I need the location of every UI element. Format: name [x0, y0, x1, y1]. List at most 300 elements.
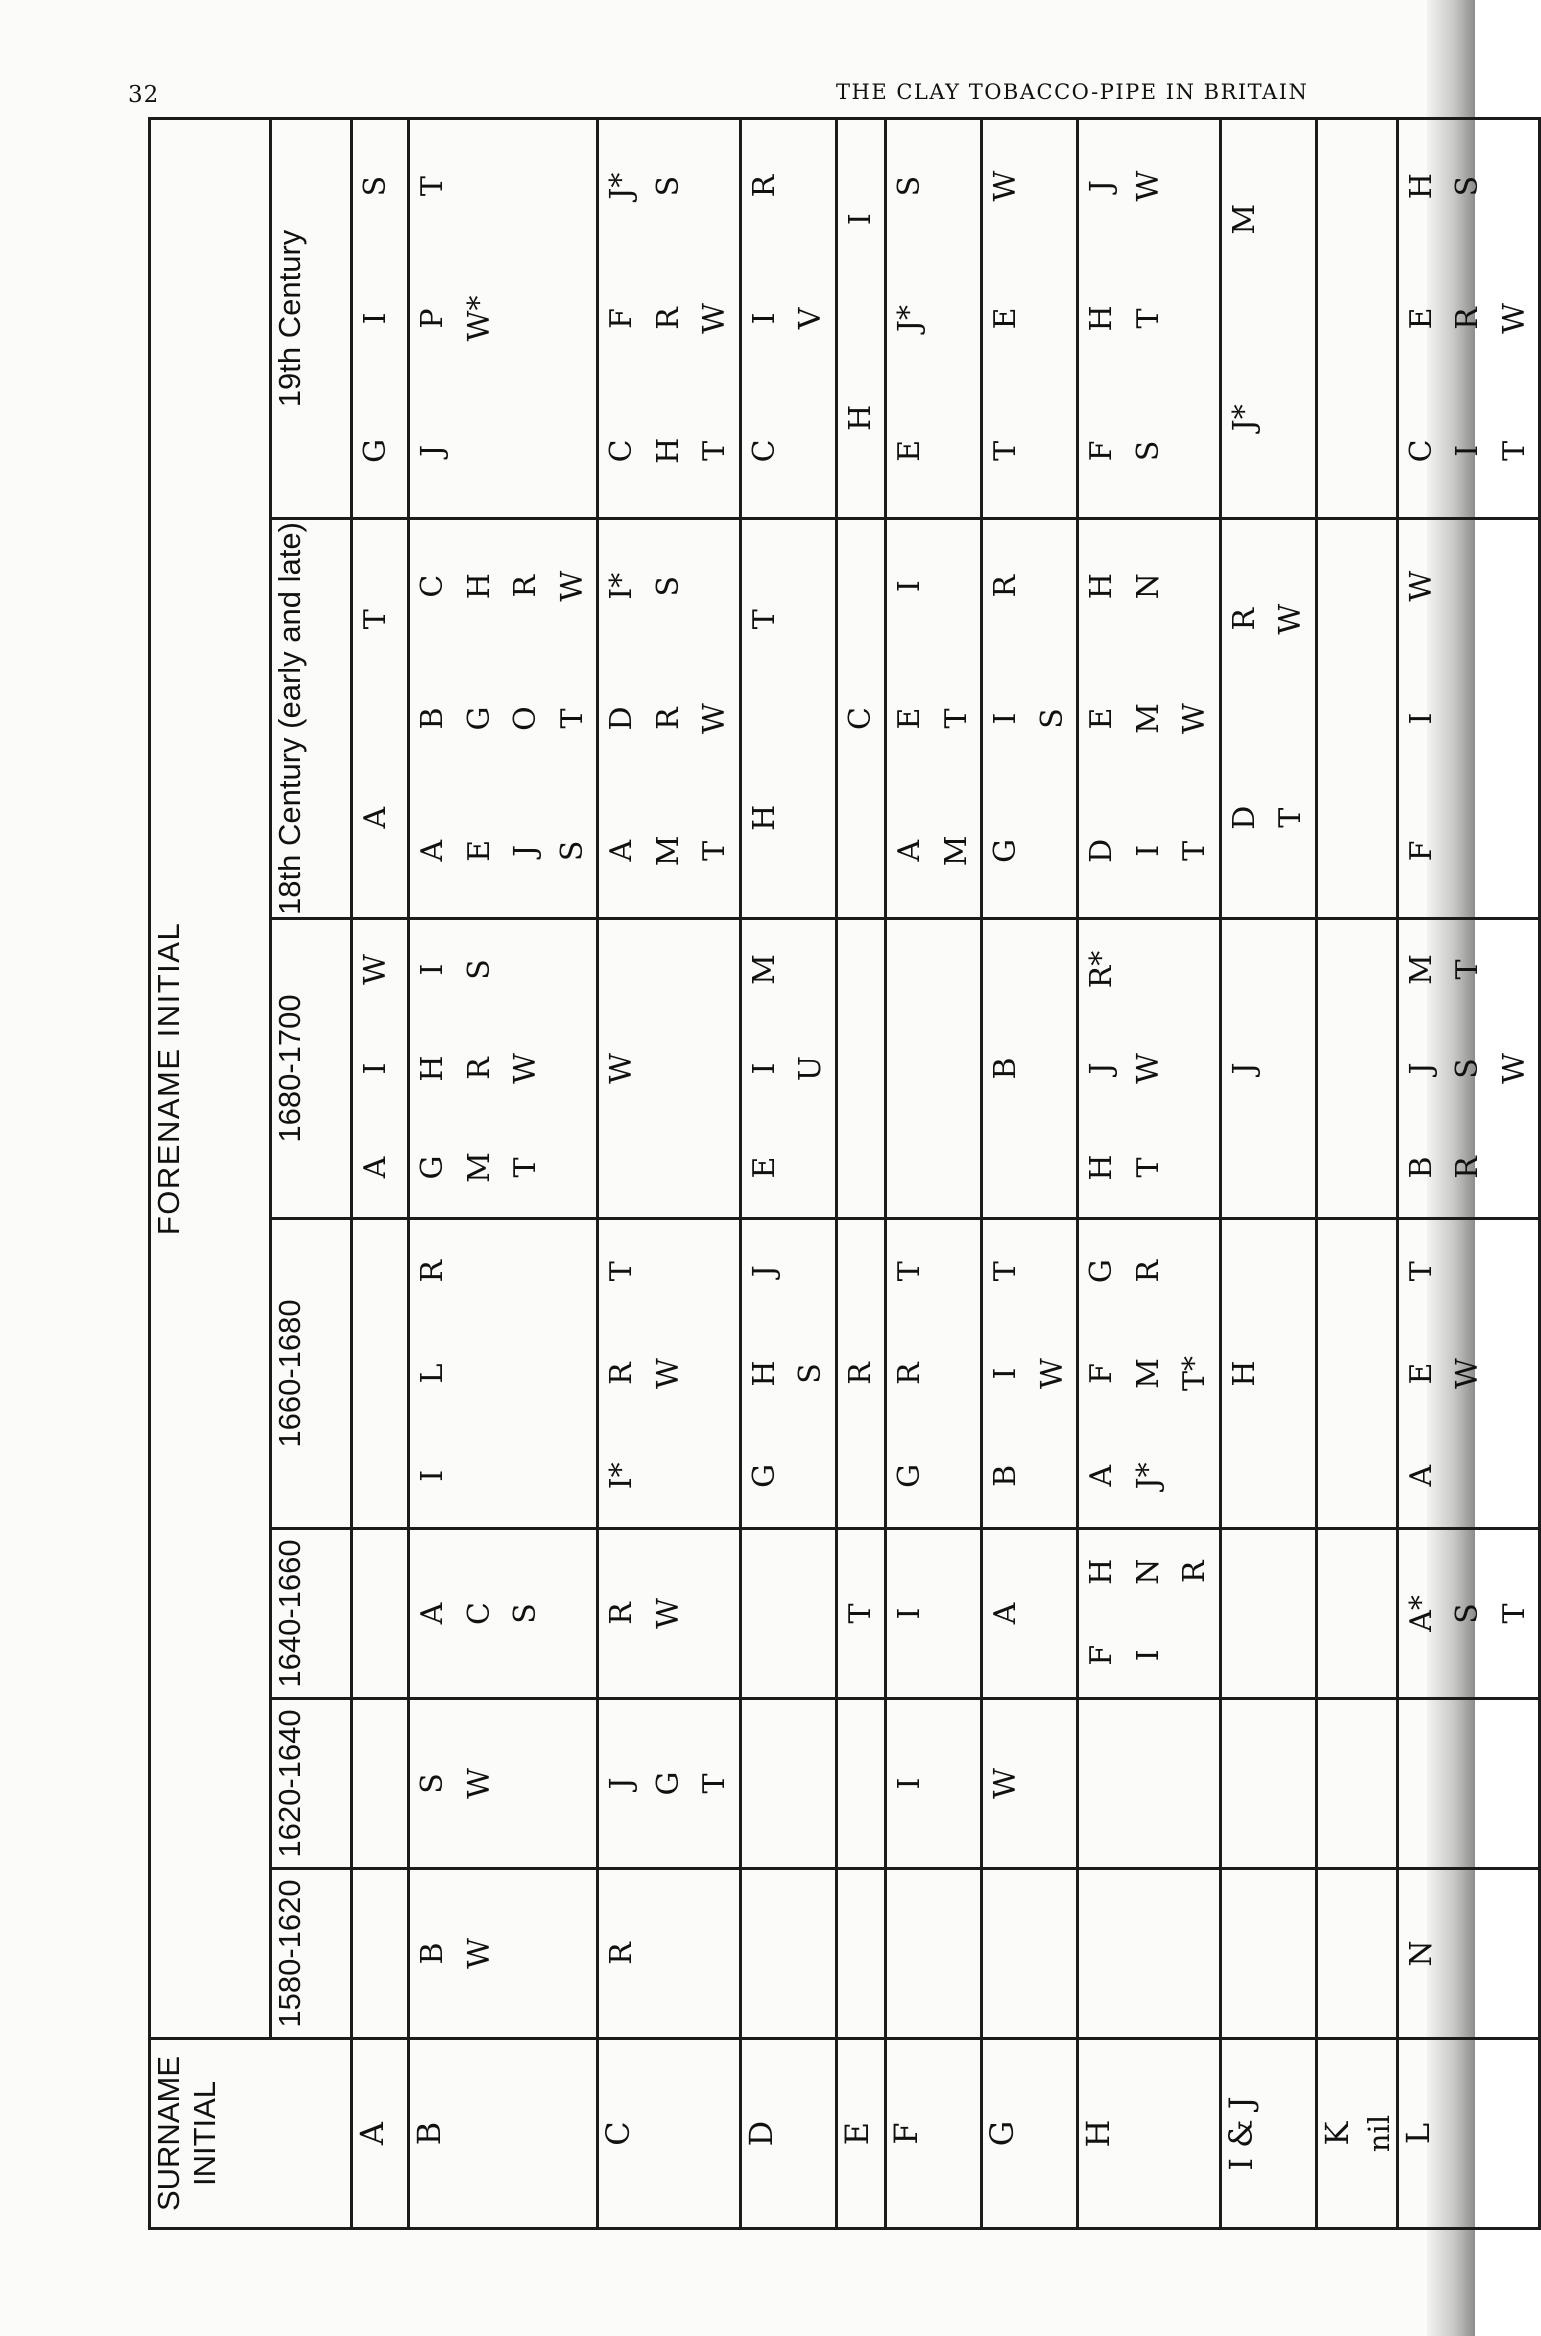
forename-line — [1399, 520, 1446, 917]
forename-initial: S — [358, 175, 393, 197]
table-row — [836, 118, 886, 2228]
forename-line — [838, 120, 885, 517]
forename-initial: F — [1403, 840, 1439, 862]
table-row — [886, 118, 982, 2228]
forename-line — [1079, 1220, 1126, 1527]
rotated-table-inner — [148, 120, 1532, 2230]
forename-initial: I — [415, 963, 450, 976]
forename-initial: R — [604, 1942, 639, 1965]
forename-cell — [409, 118, 598, 518]
surname-initial-cell — [886, 2039, 982, 2229]
forename-initial: H — [842, 404, 878, 431]
forename-initial: H — [1403, 173, 1439, 200]
forename-initial: F — [1084, 1644, 1119, 1666]
forename-initial — [1172, 1614, 1219, 1698]
forename-initial: M — [746, 954, 782, 985]
table-row — [1078, 118, 1221, 2228]
forename-initial: I — [358, 1062, 393, 1075]
forename-initial: T — [415, 176, 450, 197]
forename-initial: E — [988, 307, 1023, 330]
forename-initial — [1030, 520, 1077, 652]
forename-initial: M — [461, 1152, 497, 1183]
forename-cell — [409, 919, 598, 1219]
forename-cell — [1316, 1869, 1397, 2039]
forename-line — [457, 120, 504, 517]
forename-cell — [886, 1219, 982, 1529]
surname-initial-cell — [836, 2039, 886, 2229]
forename-cell — [982, 519, 1078, 919]
forename-initial — [1492, 120, 1539, 252]
forename-initial: T — [892, 1261, 927, 1282]
forename-initial: W — [988, 170, 1023, 202]
forename-initial: H — [1084, 305, 1119, 332]
forename-line — [1172, 520, 1219, 917]
forename-initial: W — [554, 570, 590, 602]
forename-cell — [1316, 1529, 1397, 1699]
forename-cell — [1220, 1699, 1316, 1869]
forename-initial: G — [988, 838, 1023, 863]
forename-cell — [1078, 1869, 1221, 2039]
forename-cell — [886, 519, 982, 919]
forename-initial: G — [892, 1463, 927, 1488]
running-head: THE CLAY TOBACCO-PIPE IN BRITAIN — [836, 80, 1309, 104]
forename-initial: R — [892, 1362, 927, 1385]
column-header: 1580-1620 — [271, 1869, 352, 2039]
forename-initial: A — [988, 1602, 1023, 1625]
forename-cell — [1078, 1699, 1221, 1869]
forename-line — [410, 1700, 457, 1867]
forename-initial: A — [1403, 1465, 1439, 1487]
forename-line — [410, 1870, 457, 2037]
forename-line — [742, 520, 789, 917]
forename-initial: J — [1226, 1062, 1262, 1075]
forename-initial: W — [1130, 1053, 1166, 1084]
forename-cell — [352, 1699, 409, 1869]
forename-initial: G — [415, 1155, 450, 1180]
forename-cell — [740, 1869, 836, 2039]
forename-initial: R — [1450, 307, 1485, 330]
forename-initial: T — [1496, 1603, 1532, 1624]
forename-initial: J — [508, 844, 543, 857]
forename-line — [599, 1870, 646, 2037]
forename-initial — [788, 120, 835, 252]
forename-initial: B — [415, 707, 450, 730]
forename-initial: W — [1450, 1358, 1485, 1389]
forename-initial: H — [1226, 1360, 1262, 1387]
forename-initial: A — [415, 840, 450, 862]
forename-cell — [352, 1529, 409, 1699]
forename-initial: A — [358, 806, 393, 829]
forename-cell — [1078, 1529, 1221, 1699]
forename-initial: B — [415, 1942, 450, 1965]
forename-line — [410, 120, 457, 517]
forename-cell — [1078, 1219, 1221, 1529]
forename-cell — [409, 1869, 598, 2039]
table-row — [1397, 118, 1540, 2228]
forename-line — [983, 1530, 1030, 1697]
forename-initial: S — [415, 1773, 450, 1794]
forename-initial: D — [1226, 805, 1262, 830]
forename-initial: E — [1084, 707, 1119, 730]
forename-initial: S — [650, 575, 686, 597]
forename-initial: J — [746, 1265, 782, 1278]
forename-line — [353, 920, 400, 1217]
forename-initial: R* — [1084, 950, 1119, 989]
forename-initial: A — [1084, 1465, 1119, 1487]
forename-line — [1445, 1530, 1492, 1697]
surname-initial-cell — [1220, 2039, 1316, 2229]
forename-initial: W — [461, 1768, 497, 1799]
forename-initial: W — [697, 303, 732, 334]
forename-initial: T — [697, 440, 732, 461]
forename-initial: T* — [1177, 1356, 1212, 1392]
forename-initial: S — [1034, 708, 1070, 729]
forename-initial: R — [508, 574, 543, 598]
forename-initial: A — [415, 1602, 450, 1625]
forename-initial: W — [1496, 1053, 1532, 1084]
forename-initial: I — [1130, 1649, 1166, 1662]
forename-line — [1079, 1530, 1126, 1697]
table-row — [982, 118, 1078, 2228]
surname-initial-cell — [1078, 2039, 1221, 2229]
forename-initial: R — [604, 1602, 639, 1625]
forename-line — [353, 520, 400, 917]
forename-initial: T — [1273, 807, 1308, 828]
forename-initial: E — [892, 707, 927, 730]
forename-line — [887, 1220, 934, 1527]
forename-initial-header: FORENAME INITIAL — [150, 118, 271, 2038]
forename-line — [1492, 120, 1539, 517]
forename-initial: H — [415, 1055, 450, 1082]
forename-line — [457, 520, 504, 917]
forename-initial: F — [1084, 1363, 1119, 1384]
forename-initial — [1445, 1425, 1492, 1527]
forename-cell — [598, 1869, 741, 2039]
forename-initial: M — [1403, 954, 1439, 985]
forename-initial — [788, 1220, 835, 1322]
forename-initial: W — [604, 1053, 639, 1084]
forename-initial: T — [1496, 440, 1532, 461]
forename-line — [838, 520, 885, 917]
forename-initial: I* — [604, 572, 639, 600]
forename-initial — [788, 1118, 835, 1217]
forename-line — [599, 120, 646, 517]
forename-initial — [692, 520, 739, 652]
forename-initial — [788, 1425, 835, 1527]
forename-cell — [352, 118, 409, 518]
forename-cell — [886, 919, 982, 1219]
forename-initial: S — [1450, 1058, 1485, 1079]
forename-initial — [1172, 520, 1219, 652]
forename-initial: C — [415, 574, 450, 598]
forename-initial: R — [1226, 607, 1262, 631]
surname-initial: H — [1079, 2119, 1117, 2148]
forename-initial: I — [892, 1777, 927, 1790]
column-header: 1620-1640 — [271, 1699, 352, 1869]
forename-line — [1126, 520, 1173, 917]
forename-initial: J* — [1226, 404, 1262, 432]
forename-initial: T — [1177, 840, 1212, 861]
forename-initial: W — [1496, 303, 1532, 334]
forename-initial: C — [461, 1602, 497, 1625]
forename-initial: H — [746, 804, 782, 831]
forename-line — [599, 920, 646, 1217]
forename-cell — [886, 1869, 982, 2039]
forename-line — [646, 1220, 693, 1527]
surname-initial-cell — [740, 2039, 836, 2229]
forename-initial: J — [415, 444, 450, 457]
forename-initial: E — [1403, 1362, 1439, 1385]
forename-line — [983, 520, 1030, 917]
forename-line — [983, 120, 1030, 517]
forename-cell — [1316, 1699, 1397, 1869]
forename-initial: R — [1130, 1259, 1166, 1283]
forename-initial: G — [1084, 1259, 1119, 1284]
forename-cell — [740, 1529, 836, 1699]
forename-cell — [886, 118, 982, 518]
forename-initial: C — [604, 439, 639, 463]
forename-initial: O — [508, 706, 543, 731]
forename-initial: T — [697, 1773, 732, 1794]
forename-initial: S — [1130, 440, 1166, 462]
forename-line — [503, 920, 550, 1217]
forename-line — [742, 1220, 789, 1527]
forename-cell — [836, 118, 886, 518]
forename-initial: W — [1273, 603, 1308, 635]
forename-initial: W — [988, 1768, 1023, 1799]
forename-line — [646, 1700, 693, 1867]
forename-initial: A — [358, 1156, 393, 1179]
forename-line — [692, 120, 739, 517]
forename-initial: M — [938, 835, 974, 867]
forename-cell — [1397, 1699, 1540, 1869]
forename-initial: U — [793, 1055, 828, 1082]
forename-initial: N — [1130, 573, 1166, 600]
forename-initial: T — [697, 840, 732, 861]
forename-initial: E — [461, 839, 497, 862]
surname-initial-cell — [598, 2039, 741, 2229]
forename-line — [1222, 1220, 1269, 1527]
forename-initial: R — [1450, 1156, 1485, 1179]
forename-cell — [1316, 118, 1397, 518]
forename-initial: T — [604, 1261, 639, 1282]
forename-line — [1126, 1530, 1173, 1697]
forename-cell — [1078, 919, 1221, 1219]
forename-line — [550, 520, 597, 917]
forename-initial: A — [892, 840, 927, 862]
forename-cell — [598, 1699, 741, 1869]
forename-initial — [457, 385, 504, 517]
forename-line — [410, 1530, 457, 1697]
forename-cell — [886, 1529, 982, 1699]
forename-initial: I — [746, 312, 782, 325]
forename-initial: G — [358, 438, 393, 463]
forename-initial: B — [988, 1464, 1023, 1487]
forename-line — [1079, 920, 1126, 1217]
surname-initial: A — [353, 2121, 391, 2146]
surname-initial: F — [887, 2122, 925, 2145]
forename-initial: T — [988, 1261, 1023, 1282]
forename-line — [599, 1220, 646, 1527]
forename-cell — [886, 1699, 982, 1869]
forename-initial: F — [1084, 440, 1119, 462]
forename-initial: M — [650, 835, 686, 867]
forename-line — [1445, 120, 1492, 517]
forename-initial: W — [650, 1598, 686, 1629]
page-number: 32 — [128, 82, 160, 108]
forename-initial: D — [1084, 838, 1119, 863]
forename-cell — [1316, 919, 1397, 1219]
surname-initial-cell — [982, 2039, 1078, 2229]
surname-initial-header: SURNAME INITIAL — [150, 2039, 352, 2229]
forename-initial: R — [604, 1362, 639, 1385]
forename-line — [503, 520, 550, 917]
forename-cell — [1078, 118, 1221, 518]
column-header: 1640-1660 — [271, 1529, 352, 1699]
forename-initial: H — [746, 1360, 782, 1387]
forename-cell — [1078, 519, 1221, 919]
surname-initial: G — [983, 2120, 1021, 2147]
forename-line — [1222, 920, 1269, 1217]
table-row — [352, 118, 409, 2228]
forename-line — [692, 1700, 739, 1867]
forename-line — [353, 120, 400, 517]
forename-cell — [982, 919, 1078, 1219]
forename-initial: I — [842, 213, 878, 226]
forename-initial: H — [650, 437, 686, 464]
forename-initial: C — [746, 439, 782, 463]
forename-initial — [457, 120, 504, 252]
forename-initial: W — [461, 1938, 497, 1969]
forename-initial: E — [1403, 307, 1439, 330]
forename-cell — [1397, 1869, 1540, 2039]
forename-initial: R — [415, 1259, 450, 1283]
forename-initial: L — [415, 1363, 450, 1384]
forename-initial: S — [650, 175, 686, 197]
forename-line — [1399, 1220, 1446, 1527]
table-row — [409, 118, 598, 2228]
forename-initial — [1030, 785, 1077, 917]
forename-line — [1399, 920, 1446, 1217]
forename-line — [983, 1700, 1030, 1867]
forename-initial: T — [988, 440, 1023, 461]
forename-cell — [1397, 919, 1540, 1219]
forename-line — [887, 1700, 934, 1867]
forename-cell — [1397, 519, 1540, 919]
forename-initial: S — [1450, 175, 1485, 197]
forename-cell — [409, 1219, 598, 1529]
forename-line — [788, 120, 835, 517]
forename-initial: W — [1034, 1358, 1070, 1389]
forename-initial: W — [697, 703, 732, 734]
forename-initial: I — [988, 1367, 1023, 1380]
table-row — [598, 118, 741, 2228]
forename-line — [1126, 920, 1173, 1217]
forename-initial: S — [508, 1603, 543, 1624]
forename-cell — [352, 1219, 409, 1529]
forename-initial: W — [650, 1358, 686, 1389]
forename-cell — [740, 519, 836, 919]
surname-initial-cell — [409, 2039, 598, 2229]
forename-initial: B — [1403, 1156, 1439, 1179]
forename-initial: J* — [1130, 1462, 1166, 1490]
forename-initial: R — [461, 1057, 497, 1080]
forename-cell — [598, 919, 741, 1219]
forename-initial: R — [1177, 1560, 1212, 1584]
forename-initial: V — [793, 307, 828, 330]
forename-initial — [646, 1425, 693, 1527]
forename-initial: T — [842, 1603, 878, 1624]
forename-line — [1268, 520, 1315, 917]
forename-cell — [1220, 1219, 1316, 1529]
column-header: 19th Century — [271, 118, 352, 518]
forename-initial: T — [554, 708, 590, 729]
forename-initial: W* — [461, 295, 497, 342]
forename-initial: W — [1130, 170, 1166, 202]
forename-initial — [934, 520, 981, 652]
forename-initial: H — [1084, 573, 1119, 600]
forename-initial: G — [746, 1463, 782, 1488]
forename-line — [1172, 1530, 1219, 1697]
forename-cell — [836, 1869, 886, 2039]
forename-initial: J* — [604, 172, 639, 200]
rotated-table-frame — [148, 120, 1532, 2230]
forename-initial: F — [604, 308, 639, 329]
forename-cell — [1316, 519, 1397, 919]
forename-cell — [836, 919, 886, 1219]
forename-initial: M — [1130, 1358, 1166, 1389]
forename-line — [692, 520, 739, 917]
forename-line — [887, 120, 934, 517]
forename-line — [1172, 1220, 1219, 1527]
forename-initial: T — [1450, 959, 1485, 980]
forename-line — [1399, 1530, 1446, 1697]
forename-initial: H — [461, 573, 497, 600]
forename-line — [457, 1530, 504, 1697]
forename-initial — [1126, 920, 1173, 1019]
forename-initial: I — [1403, 712, 1439, 725]
forename-initial: J — [1084, 180, 1119, 193]
forename-initial: I — [1450, 444, 1485, 457]
forename-cell — [409, 1699, 598, 1869]
forename-line — [1492, 920, 1539, 1217]
forename-line — [646, 120, 693, 517]
forename-cell — [740, 118, 836, 518]
surname-initial: D — [741, 2120, 780, 2147]
forename-cell — [982, 1869, 1078, 2039]
forename-initial: R — [988, 574, 1023, 598]
forename-cell — [1220, 919, 1316, 1219]
forename-cell — [1220, 118, 1316, 518]
forename-initial: C — [842, 707, 878, 730]
forename-initial: A* — [1403, 1595, 1439, 1632]
forename-initial: I — [746, 1062, 782, 1075]
forename-cell — [352, 519, 409, 919]
forename-initial — [1492, 1118, 1539, 1217]
forename-initial: B — [988, 1057, 1023, 1080]
forename-initial: S — [892, 175, 927, 197]
forename-line — [838, 1530, 885, 1697]
forename-cell — [740, 1219, 836, 1529]
forename-initial: M — [1130, 703, 1166, 734]
forename-initial — [1172, 1220, 1219, 1322]
forename-initial: I — [358, 312, 393, 325]
forename-cell — [598, 1219, 741, 1529]
forename-initial: G — [461, 706, 497, 731]
forename-line — [1399, 1870, 1446, 2037]
forename-line — [1399, 120, 1446, 517]
forename-initial — [788, 385, 835, 517]
